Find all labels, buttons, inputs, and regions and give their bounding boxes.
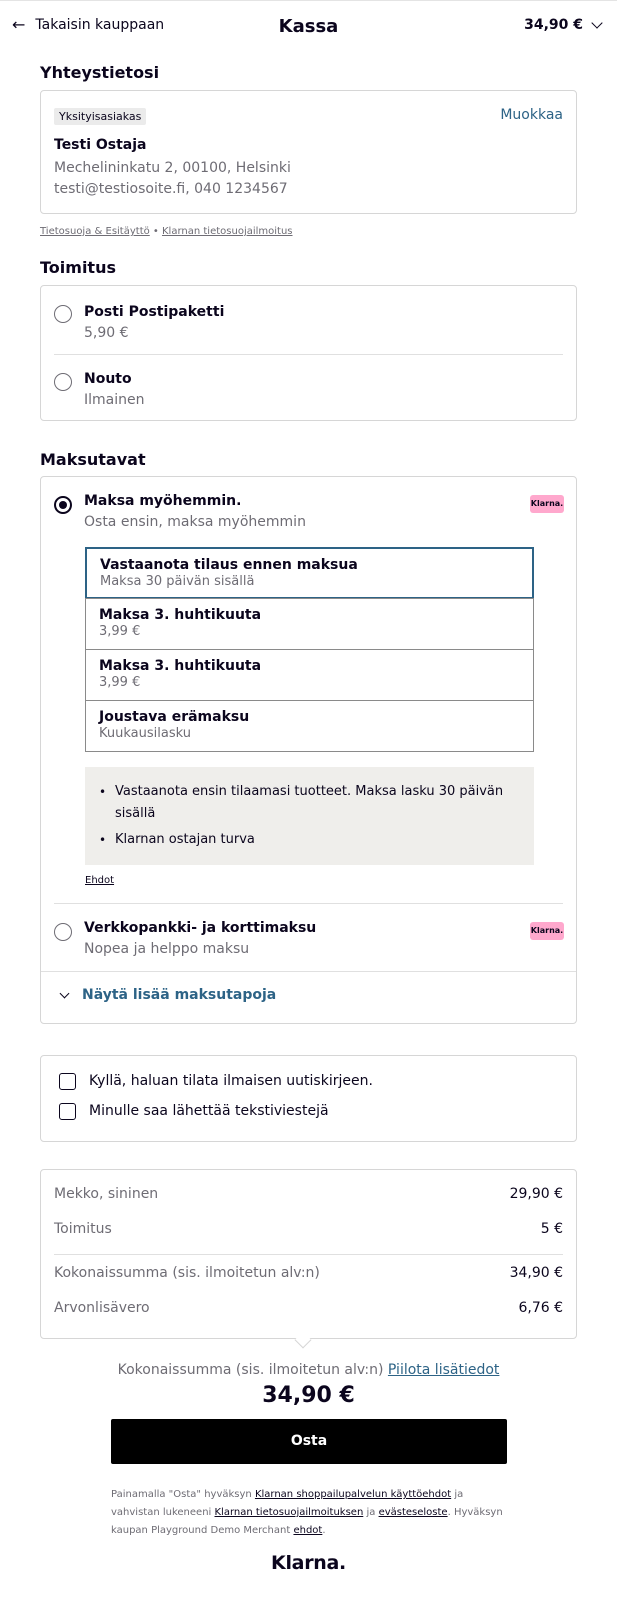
header [0,0,617,56]
contact-card [40,90,577,214]
klarna-badge: Klarna. [530,922,564,940]
delivery-option-posti[interactable] [41,286,576,354]
delivery-section-title: Toimitus [40,258,116,277]
delivery-option-title: Nouto [84,371,132,387]
delivery-radio-posti[interactable] [54,305,72,323]
summary-label: Mekko, sininen [54,1186,159,1202]
chevron-down-icon [591,17,602,28]
summary-row [54,1186,563,1202]
total-line [0,1362,617,1378]
legal-text-part: ja [363,1507,379,1518]
delivery-option-price: 5,90 € [84,325,129,341]
plan-option[interactable] [85,649,534,701]
sms-label: Minulle saa lähettää tekstiviestejä [89,1103,329,1119]
payment-method-title: Verkkopankki- ja korttimaksu [84,920,317,936]
legal-text-part: Painamalla "Osta" hyväksyn [111,1489,255,1500]
total-amount: 34,90 € [262,1383,355,1408]
hide-details-link[interactable]: Piilota lisätiedot [387,1362,500,1378]
plan-title: Joustava erämaksu [99,709,250,725]
legal-text-part: . Hyväksyn kaupan Playground Demo Merchant [111,1507,503,1536]
delivery-option-nouto[interactable] [41,355,576,421]
show-more-label: Näytä lisää maksutapoja [82,987,277,1003]
terms-link[interactable]: Ehdot [85,875,115,886]
plan-title: Maksa 3. huhtikuuta [99,658,262,674]
summary-label: Toimitus [54,1221,112,1237]
info-bullet: • Vastaanota ensin tilaamasi tuotteet. Maksa lasku 30 päivän sisällä [99,781,519,825]
summary-row [54,1221,563,1237]
contact-name: Testi Ostaja [54,137,147,153]
payment-card [40,476,577,1024]
summary-value: 34,90 € [509,1265,563,1281]
plan-sub: 3,99 € [99,624,141,639]
payment-radio-bank-card[interactable] [54,923,72,941]
legal-text-part: . [322,1525,326,1536]
contact-section-title: Yhteystietosi [40,63,160,82]
merchant-terms-link[interactable]: ehdot [293,1525,323,1536]
divider [41,971,576,972]
summary-label: Arvonlisävero [54,1300,150,1316]
contact-address: Mechelininkatu 2, 00100, Helsinki [54,160,291,176]
page-title: Kassa [278,16,339,37]
summary-value: 29,90 € [509,1186,563,1202]
privacy-links-separator: • [149,226,162,237]
payment-radio-pay-later[interactable] [54,496,72,514]
order-total-toggle[interactable] [524,17,601,33]
newsletter-label: Kyllä, haluan tilata ilmaisen uutiskirjeen. [89,1073,373,1089]
order-summary-card [40,1169,577,1339]
privacy-links [40,226,293,237]
show-more-payments-button[interactable] [61,987,276,1003]
info-bullet: • Klarnan ostajan turva [99,829,519,851]
klarna-logo: Klarna. [271,1552,346,1574]
klarna-badge: Klarna. [530,495,564,513]
klarna-privacy-link[interactable]: Klarnan tietosuojailmoitus [162,226,293,237]
plan-sub: Maksa 30 päivän sisällä [100,574,255,589]
arrow-left-icon: ← [12,15,26,34]
customer-type-badge: Yksityisasiakas [54,108,146,125]
payment-section-title: Maksutavat [40,450,146,469]
payment-method-sub: Osta ensin, maksa myöhemmin [84,514,306,530]
plan-option[interactable] [85,700,534,752]
header-total: 34,90 € [524,17,583,33]
divider [54,1254,563,1255]
plan-sub: Kuukausilasku [99,726,191,741]
contact-email-phone: testi@testiosoite.fi, 040 1234567 [54,181,288,197]
privacy-notice-link[interactable]: Klarnan tietosuojailmoituksen [214,1507,364,1518]
plan-option[interactable] [85,598,534,650]
legal-text-part: ja vahvistan lukeneeni [111,1489,464,1518]
shopping-terms-link[interactable]: Klarnan shoppailupalvelun käyttöehdot [254,1489,452,1500]
delivery-radio-nouto[interactable] [54,373,72,391]
summary-label: Kokonaissumma (sis. ilmoitetun alv:n) [54,1265,320,1281]
divider [54,903,563,904]
plan-info-box [85,767,534,865]
plan-title: Maksa 3. huhtikuuta [99,607,262,623]
summary-row [54,1300,563,1316]
delivery-option-title: Posti Postipaketti [84,304,225,320]
payment-method-sub: Nopea ja helppo maksu [84,941,250,957]
summary-value: 5 € [540,1221,563,1237]
delivery-option-price: Ilmainen [84,392,145,408]
privacy-prefill-link[interactable]: Tietosuoja & Esitäyttö [40,226,150,237]
plan-sub: 3,99 € [99,675,141,690]
legal-text [111,1486,507,1540]
consent-card [40,1055,577,1142]
sms-checkbox[interactable] [59,1103,76,1120]
plan-option[interactable] [85,547,534,599]
chevron-down-icon [60,988,70,998]
delivery-card [40,285,577,421]
buy-button[interactable]: Osta [111,1419,507,1464]
summary-row [54,1265,563,1281]
back-label: Takaisin kauppaan [35,17,165,33]
cookie-policy-link[interactable]: evästeseloste [378,1507,448,1518]
summary-value: 6,76 € [518,1300,563,1316]
edit-contact-link[interactable]: Muokkaa [500,107,563,123]
plan-title: Vastaanota tilaus ennen maksua [100,557,358,573]
total-label: Kokonaissumma (sis. ilmoitetun alv:n) [117,1362,388,1378]
payment-method-title: Maksa myöhemmin. [84,493,242,509]
newsletter-checkbox[interactable] [59,1073,76,1090]
